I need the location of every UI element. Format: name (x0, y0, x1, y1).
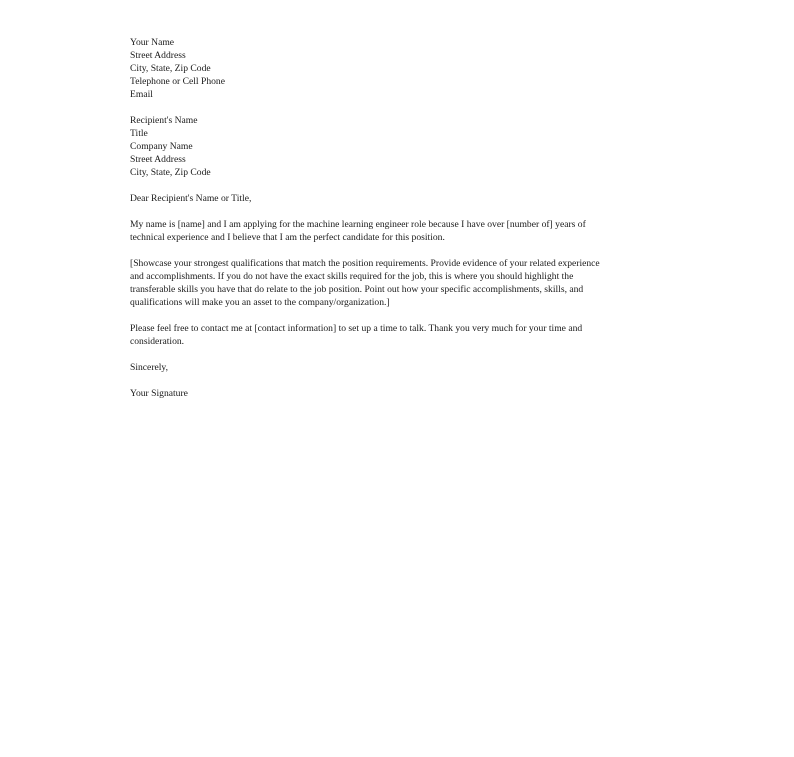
closing-line: consideration. (130, 336, 185, 347)
sender-email: Email (130, 89, 153, 100)
signature-text: Your Signature (130, 388, 188, 399)
closing-paragraph (130, 322, 660, 348)
qualifications-line: qualifications will make you an asset to the company/organization.] (130, 297, 390, 308)
signoff-text: Sincerely, (130, 362, 169, 373)
qualifications-line: and accomplishments. If you do not have the exact skills required for the job, this is where you should highlight the (130, 271, 574, 282)
sender-city-state-zip: City, State, Zip Code (130, 63, 211, 74)
salutation-text: Dear Recipient's Name or Title, (130, 193, 252, 204)
sender-street: Street Address (130, 50, 186, 61)
recipient-title: Title (130, 128, 148, 139)
sender-address-block (130, 36, 660, 101)
qualifications-line: [Showcase your strongest qualifications that match the position requirements. Provide evidence of your related experience (130, 258, 600, 269)
qualifications-line: transferable skills you have that do relate to the job position. Point out how your specific accomplishments, skills, and (130, 284, 584, 295)
sender-phone: Telephone or Cell Phone (130, 76, 225, 87)
recipient-address-block (130, 114, 660, 179)
recipient-street: Street Address (130, 154, 186, 165)
salutation (130, 192, 660, 205)
intro-paragraph (130, 218, 660, 244)
intro-line: My name is [name] and I am applying for the machine learning engineer role because I have over [number of] years of (130, 219, 586, 230)
recipient-company: Company Name (130, 141, 193, 152)
recipient-name: Recipient's Name (130, 115, 198, 126)
closing-line: Please feel free to contact me at [contact information] to set up a time to talk. Thank you very much for your time and (130, 323, 583, 334)
sender-name: Your Name (130, 37, 175, 48)
qualifications-paragraph (130, 257, 660, 309)
cover-letter (130, 36, 660, 413)
signature (130, 387, 660, 400)
signoff (130, 361, 660, 374)
intro-line: technical experience and I believe that I am the perfect candidate for this position. (130, 232, 445, 243)
recipient-city-state-zip: City, State, Zip Code (130, 167, 211, 178)
